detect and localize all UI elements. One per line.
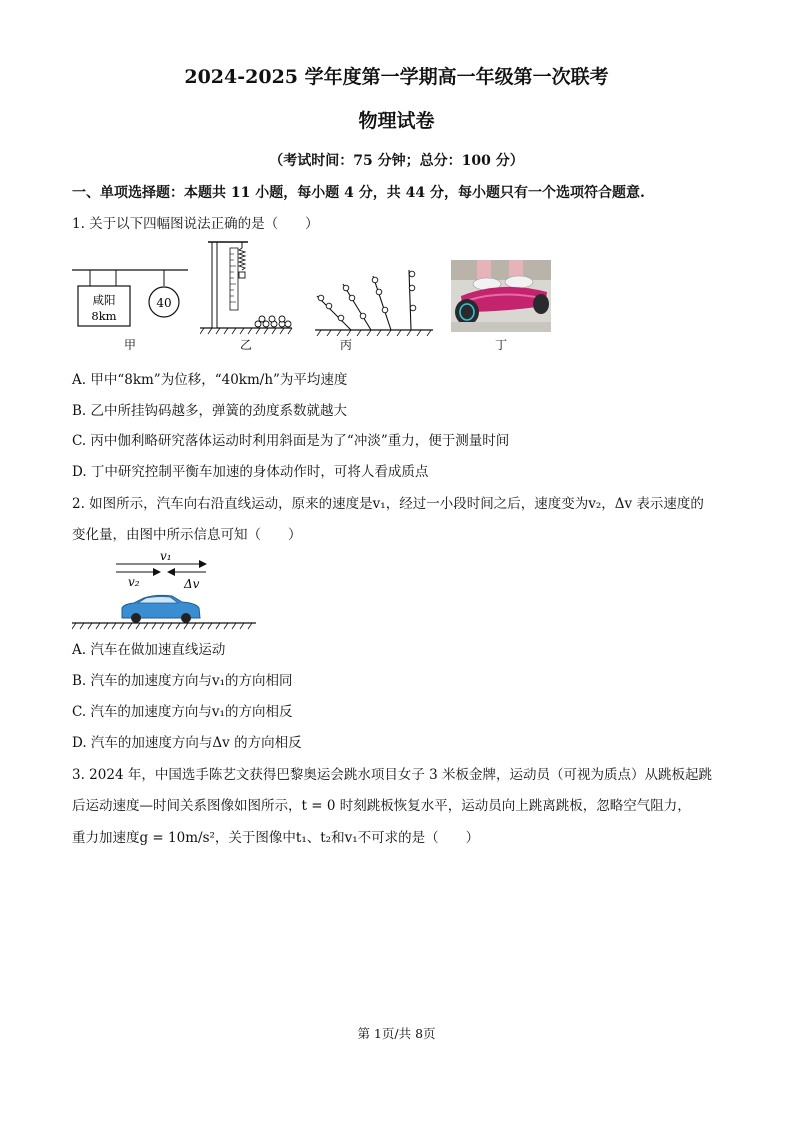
caption-jia: 甲 [123,338,136,352]
q1-figure-jia [72,262,190,332]
subject-title: 物理试卷 [358,110,435,132]
exam-info: （考试时间：75 分钟；总分：100 分） [269,153,524,169]
q3-line2: 后运动速度—时间关系图像如图所示，t = 0 时刻跳板恢复水平，运动员向上跳离跳板，忽略空气阻力， [72,798,691,814]
q1-figure-yi [200,238,295,336]
q2-option-d[interactable]: D. 汽车的加速度方向与Δv 的方向相反 [72,735,302,751]
q1-stem: 1. 关于以下四幅图说法正确的是（ ） [72,216,319,232]
page-number: 第 1页/共 8页 [357,1026,436,1041]
q1-figure-ding-hoverboard [451,260,551,332]
q2-option-a[interactable]: A. 汽车在做加速直线运动 [72,642,226,658]
q1-figure-bing [315,266,435,336]
q1-option-c[interactable]: C. 丙中伽利略研究落体运动时利用斜面是为了“冲淡”重力，便于测量时间 [72,433,510,449]
caption-bing: 丙 [339,338,352,352]
exam-title: 2024-2025 学年度第一学期高一年级第一次联考 [184,66,609,88]
fig-sign-distance: 8km [91,309,117,323]
q2-option-c[interactable]: C. 汽车的加速度方向与v₁的方向相反 [72,704,293,720]
fig-v1-label: v₁ [160,549,172,563]
fig-sign-text: 咸阳 [92,293,116,307]
section-heading: 一、单项选择题：本题共 11 小题，每小题 4 分，共 44 分，每小题只有一个选项符合题意. [72,185,645,201]
q3-line3: 重力加速度g = 10m/s²，关于图像中t₁、t₂和v₁不可求的是（ ） [72,830,480,846]
q1-option-b[interactable]: B. 乙中所挂钩码越多，弹簧的劲度系数就越大 [72,403,348,419]
q2-car-figure [72,546,258,632]
q2-stem-line1: 2. 如图所示，汽车向右沿直线运动，原来的速度是v₁，经过一小段时间之后，速度变为v₂，Δv 表示速度的 [72,496,704,512]
fig-v2-label: v₂ [128,575,140,589]
q1-option-d[interactable]: D. 丁中研究控制平衡车加速的身体动作时，可将人看成质点 [72,464,429,480]
caption-ding: 丁 [494,338,507,352]
q1-option-a[interactable]: A. 甲中“8km”为位移，“40km/h”为平均速度 [72,372,348,388]
fig-speed-limit: 40 [156,296,172,310]
q2-option-b[interactable]: B. 汽车的加速度方向与v₁的方向相同 [72,673,293,689]
q3-line1: 3. 2024 年，中国选手陈艺文获得巴黎奥运会跳水项目女子 3 米板金牌，运动员（可视为质点）从跳板起跳 [72,767,712,783]
q2-stem-line2: 变化量，由图中所示信息可知（ ） [72,527,302,543]
fig-dv-label: Δv [184,577,200,591]
caption-yi: 乙 [239,338,252,352]
